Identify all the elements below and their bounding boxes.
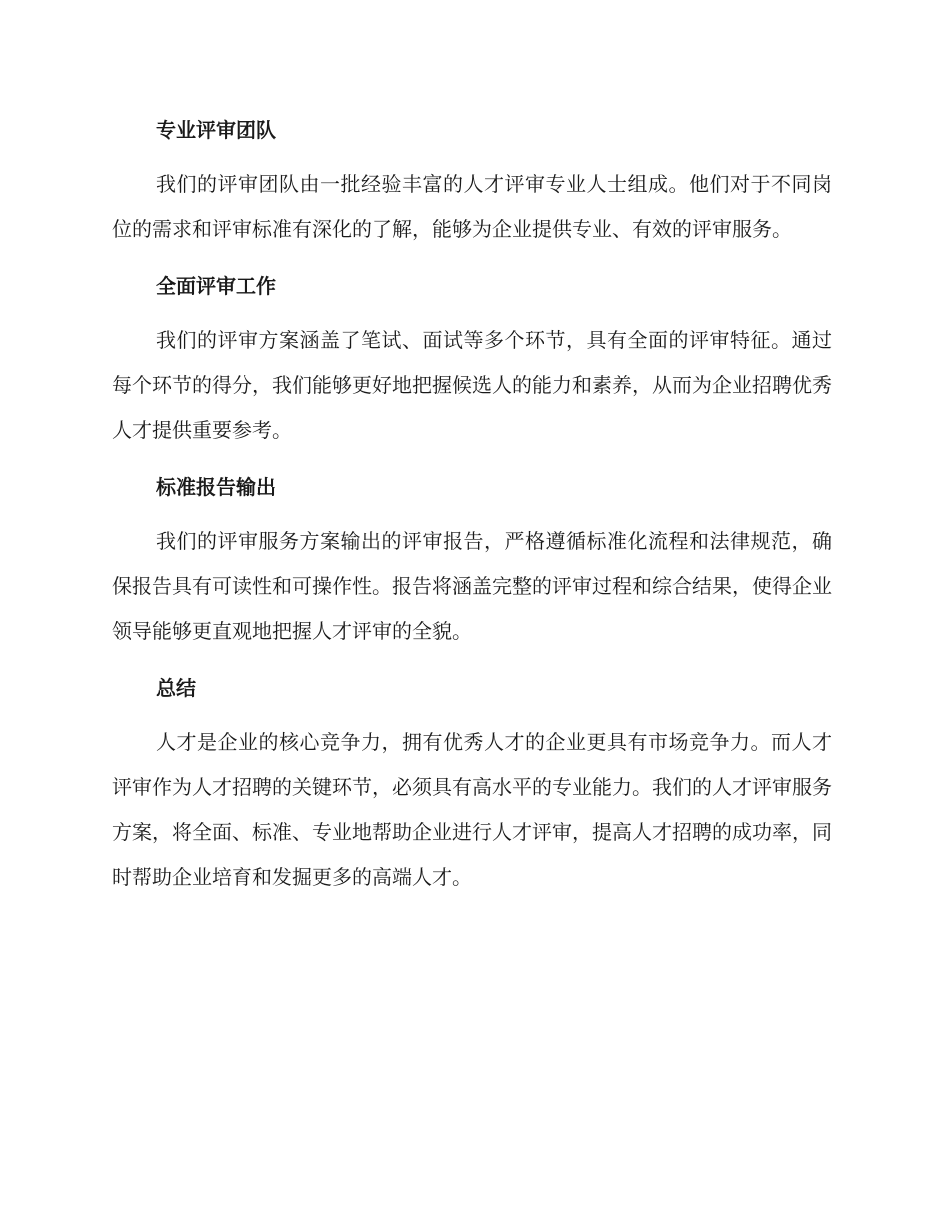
section-professional-team <box>112 110 832 252</box>
section-summary <box>112 668 832 900</box>
section-paragraph: 我们的评审团队由一批经验丰富的人才评审专业人士组成。他们对于不同岗位的需求和评审标准有深化的了解，能够为企业提供专业、有效的评审服务。 <box>112 172 832 241</box>
section-paragraph: 人才是企业的核心竞争力，拥有优秀人才的企业更具有市场竞争力。而人才评审作为人才招聘的关键环节，必须具有高水平的专业能力。我们的人才评审服务方案，将全面、标准、专业地帮助企业进行人才评审，提高人才招聘的成功率，同时帮助企业培育和发掘更多的高端人才。 <box>112 730 832 889</box>
document-page <box>112 110 832 914</box>
section-paragraph: 我们的评审服务方案输出的评审报告，严格遵循标准化流程和法律规范，确保报告具有可读性和可操作性。报告将涵盖完整的评审过程和综合结果，使得企业领导能够更直观地把握人才评审的全貌。 <box>112 529 832 643</box>
section-heading: 标准报告输出 <box>156 475 276 499</box>
section-comprehensive-review <box>112 266 832 453</box>
section-heading: 总结 <box>156 676 196 700</box>
section-paragraph: 我们的评审方案涵盖了笔试、面试等多个环节，具有全面的评审特征。通过每个环节的得分，我们能够更好地把握候选人的能力和素养，从而为企业招聘优秀人才提供重要参考。 <box>112 328 832 442</box>
section-standard-report <box>112 467 832 654</box>
section-heading: 专业评审团队 <box>156 118 276 142</box>
section-heading: 全面评审工作 <box>156 274 276 298</box>
